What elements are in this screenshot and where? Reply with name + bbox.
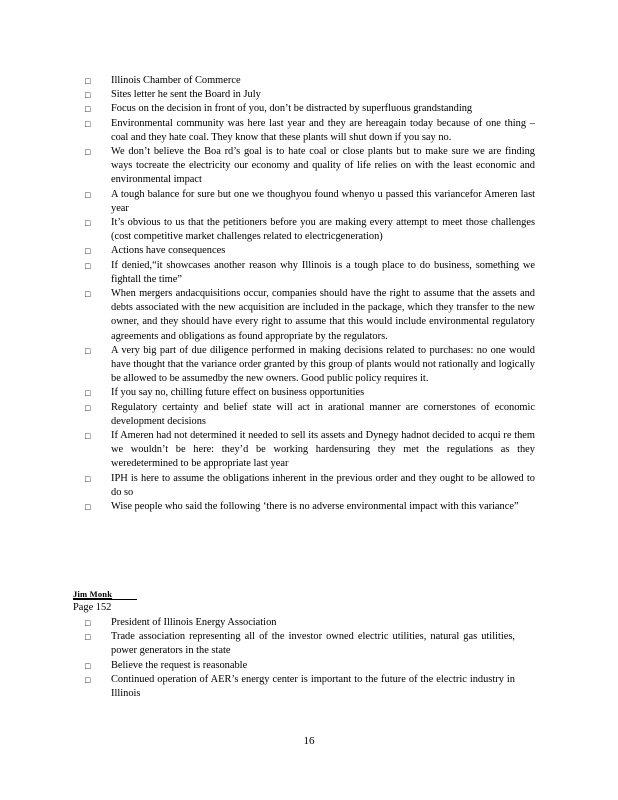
bullet-item xyxy=(85,188,535,216)
bullet-item xyxy=(85,259,535,287)
bullet-marker-icon: □ xyxy=(85,260,91,271)
page-number: 16 xyxy=(303,735,315,747)
bullet-item xyxy=(85,659,515,673)
bullet-item xyxy=(85,429,535,472)
bullet-item xyxy=(85,88,535,102)
bullet-marker-icon: □ xyxy=(85,104,91,115)
bullet-text: Continued operation of AER’s energy center is important to the future of the electric industry in Illinois xyxy=(111,673,515,700)
bullet-marker-icon: □ xyxy=(85,632,91,643)
bullet-item xyxy=(85,500,535,514)
bullet-text: Illinois Chamber of Commerce xyxy=(111,75,241,86)
bullet-text: A very big part of due diligence performed in making decisions related to purchases: no one would have thought that the variance order granted by this group of plants would not rationally and logically be allowed to be assumedby the new owners. Good public policy requires it. xyxy=(111,344,535,385)
bullet-text: If denied,“it showcases another reason why Illinois is a tough place to do business, something we fightall the time” xyxy=(111,259,535,285)
bullet-text: Believe the request is reasonable xyxy=(111,659,248,671)
bullet-text: Actions have consequences xyxy=(111,245,226,257)
bullet-marker-icon: □ xyxy=(85,674,91,685)
bullet-marker-icon: □ xyxy=(85,473,91,484)
bullet-item xyxy=(85,386,535,400)
bullet-marker-icon: □ xyxy=(85,618,91,628)
bullet-item xyxy=(85,102,535,116)
bullet-marker-icon: □ xyxy=(85,660,91,671)
bullet-text: It’s obvious to us that the petitioners before you are making every attempt to meet those challenges (cost competitive market challenges related to electricgeneration) xyxy=(111,217,535,243)
bullet-marker-icon: □ xyxy=(85,502,91,513)
bullet-marker-icon: □ xyxy=(85,147,91,158)
speaker-name: Jim Monk xyxy=(73,589,113,599)
bullet-text: When mergers andacquisitions occur, companies should have the right to assume that the assets and debts associated with the new acquisition are included in the package, which they transfer to the new owner, and they should have every right to assume that this would include environmental regulatory agreements and obligations as found appropriate by the regulators. xyxy=(111,288,535,342)
bullet-text: Focus on the decision in front of you, don’t be distracted by superfluous grandstanding xyxy=(111,103,473,115)
bullet-item xyxy=(85,287,535,344)
bullet-text: IPH is here to assume the obligations inherent in the previous order and they ought to be allowed to do so xyxy=(111,472,535,498)
bullet-text: Trade association representing all of the investor owned electric utilities, natural gas utilities, power generators in the state xyxy=(111,631,515,657)
bullet-item xyxy=(85,244,535,258)
bullet-item xyxy=(85,616,515,630)
bullet-item xyxy=(85,117,535,145)
bullet-marker-icon: □ xyxy=(85,345,91,356)
bullet-text: Sites letter he sent the Board in July xyxy=(111,89,261,101)
bullet-text: We don’t believe the Boa rd’s goal is to hate coal or close plants but to make sure we are finding ways tocreate the electricity our economy and quality of life relies on with the least economic and environmental impact xyxy=(111,146,535,186)
bullet-marker-icon: □ xyxy=(85,76,91,86)
bullet-marker-icon: □ xyxy=(85,431,91,442)
bullet-marker-icon: □ xyxy=(85,388,91,399)
bullet-marker-icon: □ xyxy=(85,118,91,129)
bullet-item xyxy=(85,145,535,188)
bullet-item xyxy=(85,630,515,658)
bullet-text: Wise people who said the following ‘there is no adverse environmental impact with this variance” xyxy=(111,501,519,513)
bullet-text: President of Illinois Energy Association xyxy=(111,617,277,628)
speaker-underline xyxy=(73,599,137,600)
bullet-text: If you say no, chilling future effect on business opportunities xyxy=(111,387,365,399)
bullet-marker-icon: □ xyxy=(85,218,91,229)
bullet-list-comments xyxy=(85,74,535,514)
bullet-text: Regulatory certainty and belief state will act in arational manner are cornerstones of economic development decisions xyxy=(111,401,535,427)
bullet-item xyxy=(85,344,535,387)
bullet-text: Environmental community was here last year and they are hereagain today because of one thing – coal and they hate coal. They know that these plants will shut down if you say no. xyxy=(111,117,535,143)
bullet-text: A tough balance for sure but one we thoughyou found whenyo u passed this variancefor Ameren last year xyxy=(111,188,535,214)
bullet-list-speaker-notes xyxy=(85,616,515,701)
bullet-item xyxy=(85,401,535,429)
bullet-text: If Ameren had not determined it needed to sell its assets and Dynegy hadnot decided to acqui re them we wouldn’t be here: they’d be working hardensuring they met the regulations as they weredetermined to be appropriate last year xyxy=(111,430,535,470)
transcript-page-reference: Page 152 xyxy=(73,602,112,613)
bullet-item xyxy=(85,74,535,88)
bullet-marker-icon: □ xyxy=(85,246,91,257)
bullet-item xyxy=(85,216,535,244)
bullet-marker-icon: □ xyxy=(85,402,91,413)
bullet-marker-icon: □ xyxy=(85,90,91,101)
bullet-item xyxy=(85,673,515,701)
bullet-item xyxy=(85,472,535,500)
bullet-marker-icon: □ xyxy=(85,189,91,200)
bullet-marker-icon: □ xyxy=(85,289,91,300)
